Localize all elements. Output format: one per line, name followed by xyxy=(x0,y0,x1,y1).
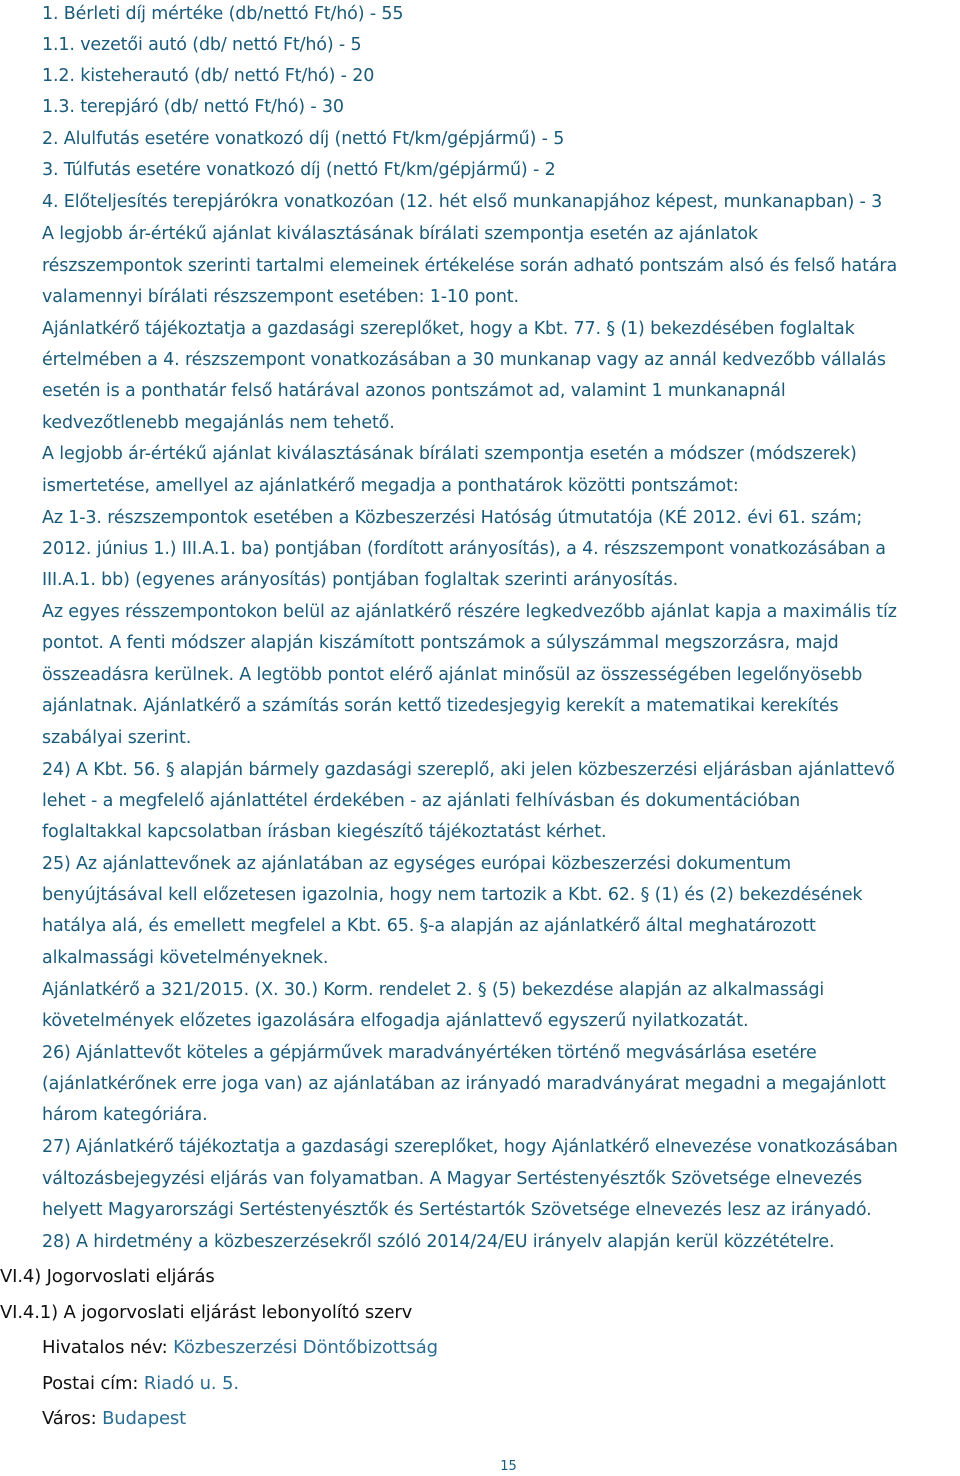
text-line: 3. Túlfutás esetére vonatkozó díj (nettó Ft/km/gépjármű) - 2 xyxy=(42,160,556,180)
text-line: hatálya alá, és emellett megfelel a Kbt. 65. §-a alapján az ajánlatkérő által meghatározott xyxy=(42,916,816,936)
text-line: lehet - a megfelelő ajánlattétel érdekében - az ajánlati felhívásban és dokumentációban xyxy=(42,791,801,811)
text-line: részszempontok szerinti tartalmi elemeinek értékelése során adható pontszám alsó és felső határa xyxy=(42,256,898,276)
text-line: 26) Ajánlattevőt köteles a gépjárművek maradványértéken történő megvásárlása esetére xyxy=(42,1043,817,1063)
text-line: alkalmassági követelményeknek. xyxy=(42,948,329,968)
text-line: ismertetése, amellyel az ajánlatkérő megadja a ponthatárok közötti pontszámot: xyxy=(42,476,739,496)
text-line: foglaltakkal kapcsolatban írásban kiegészítő tájékoztatást kérhet. xyxy=(42,822,607,842)
field-value: Közbeszerzési Döntőbizottság xyxy=(173,1337,438,1358)
field-hivatalos-nev xyxy=(42,1337,438,1359)
text-line: (ajánlatkérőnek erre joga van) az ajánlatában az irányadó maradványárat megadni a megajánlott xyxy=(42,1074,886,1094)
field-value: Budapest xyxy=(102,1408,187,1429)
text-line: 4. Előteljesítés terepjárókra vonatkozóan (12. hét első munkanapjához képest, munkanapban) - 3 xyxy=(42,192,883,212)
field-value: Riadó u. 5. xyxy=(143,1373,239,1394)
text-line: Ajánlatkérő tájékoztatja a gazdasági szereplőket, hogy a Kbt. 77. § (1) bekezdésében foglaltak xyxy=(42,319,855,339)
text-line: szabályai szerint. xyxy=(42,728,192,748)
text-line: változásbejegyzési eljárás van folyamatban. A Magyar Sertéstenyésztők Szövetsége elnevezés xyxy=(42,1169,863,1189)
text-line: valamennyi bírálati részszempont esetében: 1-10 pont. xyxy=(42,287,519,307)
section-heading-jogorvoslat: VI.4) Jogorvoslati eljárás xyxy=(0,1266,215,1287)
section-heading-szerv: VI.4.1) A jogorvoslati eljárást lebonyolító szerv xyxy=(0,1302,413,1323)
text-line: összeadásra kerülnek. A legtöbb pontot elérő ajánlat minősül az összességében legelőnyösebb xyxy=(42,665,863,685)
text-line: 27) Ajánlatkérő tájékoztatja a gazdasági szereplőket, hogy Ajánlatkérő elnevezése vonatkozásában xyxy=(42,1137,898,1157)
text-line: ajánlatnak. Ajánlatkérő a számítás során kettő tizedesjegyig kerekít a matematikai kerekítés xyxy=(42,696,839,716)
text-line: 1. Bérleti díj mértéke (db/nettó Ft/hó) - 55 xyxy=(42,4,404,24)
text-line: helyett Magyarországi Sertéstenyésztők és Sertéstartók Szövetsége elnevezés lesz az irányadó. xyxy=(42,1200,872,1220)
page-number: 15 xyxy=(500,1459,517,1474)
field-label: Hivatalos név: xyxy=(42,1337,174,1358)
text-line: Az 1-3. részszempontok esetében a Közbeszerzési Hatóság útmutatója (KÉ 2012. évi 61. szám; xyxy=(42,508,863,528)
text-line: 2. Alulfutás esetére vonatkozó díj (nettó Ft/km/gépjármű) - 5 xyxy=(42,129,565,149)
text-line: értelmében a 4. részszempont vonatkozásában a 30 munkanap vagy az annál kedvezőbb vállalás xyxy=(42,350,886,370)
text-line: három kategóriára. xyxy=(42,1105,208,1125)
text-line: esetén is a ponthatár felső határával azonos pontszámot ad, valamint 1 munkanapnál xyxy=(42,381,786,401)
text-line: kedvezőtlenebb megajánlás nem tehető. xyxy=(42,413,395,433)
text-line: benyújtásával kell előzetesen igazolnia, hogy nem tartozik a Kbt. 62. § (1) és (2) bekezdésének xyxy=(42,885,863,905)
text-line: 28) A hirdetmény a közbeszerzésekről szóló 2014/24/EU irányelv alapján kerül közzétételre. xyxy=(42,1232,835,1252)
text-line: 1.3. terepjáró (db/ nettó Ft/hó) - 30 xyxy=(42,97,344,117)
text-line: 25) Az ajánlattevőnek az ajánlatában az egységes európai közbeszerzési dokumentum xyxy=(42,854,792,874)
text-line: 2012. június 1.) III.A.1. ba) pontjában (fordított arányosítás), a 4. részszempont vonatkozásában a xyxy=(42,539,886,559)
text-line: Az egyes résszempontokon belül az ajánlatkérő részére legkedvezőbb ajánlat kapja a maximális tíz xyxy=(42,602,897,622)
field-varos xyxy=(42,1408,186,1430)
text-line: A legjobb ár-értékű ajánlat kiválasztásának bírálati szempontja esetén a módszer (módszerek) xyxy=(42,444,857,464)
text-line: pontot. A fenti módszer alapján kiszámított pontszámok a súlyszámmal megszorzásra, majd xyxy=(42,633,839,653)
text-line: III.A.1. bb) (egyenes arányosítás) pontjában foglaltak szerinti arányosítás. xyxy=(42,570,679,590)
text-line: 24) A Kbt. 56. § alapján bármely gazdasági szereplő, aki jelen közbeszerzési eljárásban ajánlattevő xyxy=(42,760,895,780)
text-line: A legjobb ár-értékű ajánlat kiválasztásának bírálati szempontja esetén az ajánlatok xyxy=(42,224,758,244)
text-line: 1.2. kisteherautó (db/ nettó Ft/hó) - 20 xyxy=(42,66,375,86)
text-line: követelmények előzetes igazolására elfogadja ajánlattevő egyszerű nyilatkozatát. xyxy=(42,1011,749,1031)
text-line: Ajánlatkérő a 321/2015. (X. 30.) Korm. rendelet 2. § (5) bekezdése alapján az alkalmassági xyxy=(42,980,825,1000)
field-postai-cim xyxy=(42,1373,239,1395)
field-label: Város: xyxy=(42,1408,103,1429)
field-label: Postai cím: xyxy=(42,1373,144,1394)
text-line: 1.1. vezetői autó (db/ nettó Ft/hó) - 5 xyxy=(42,35,362,55)
